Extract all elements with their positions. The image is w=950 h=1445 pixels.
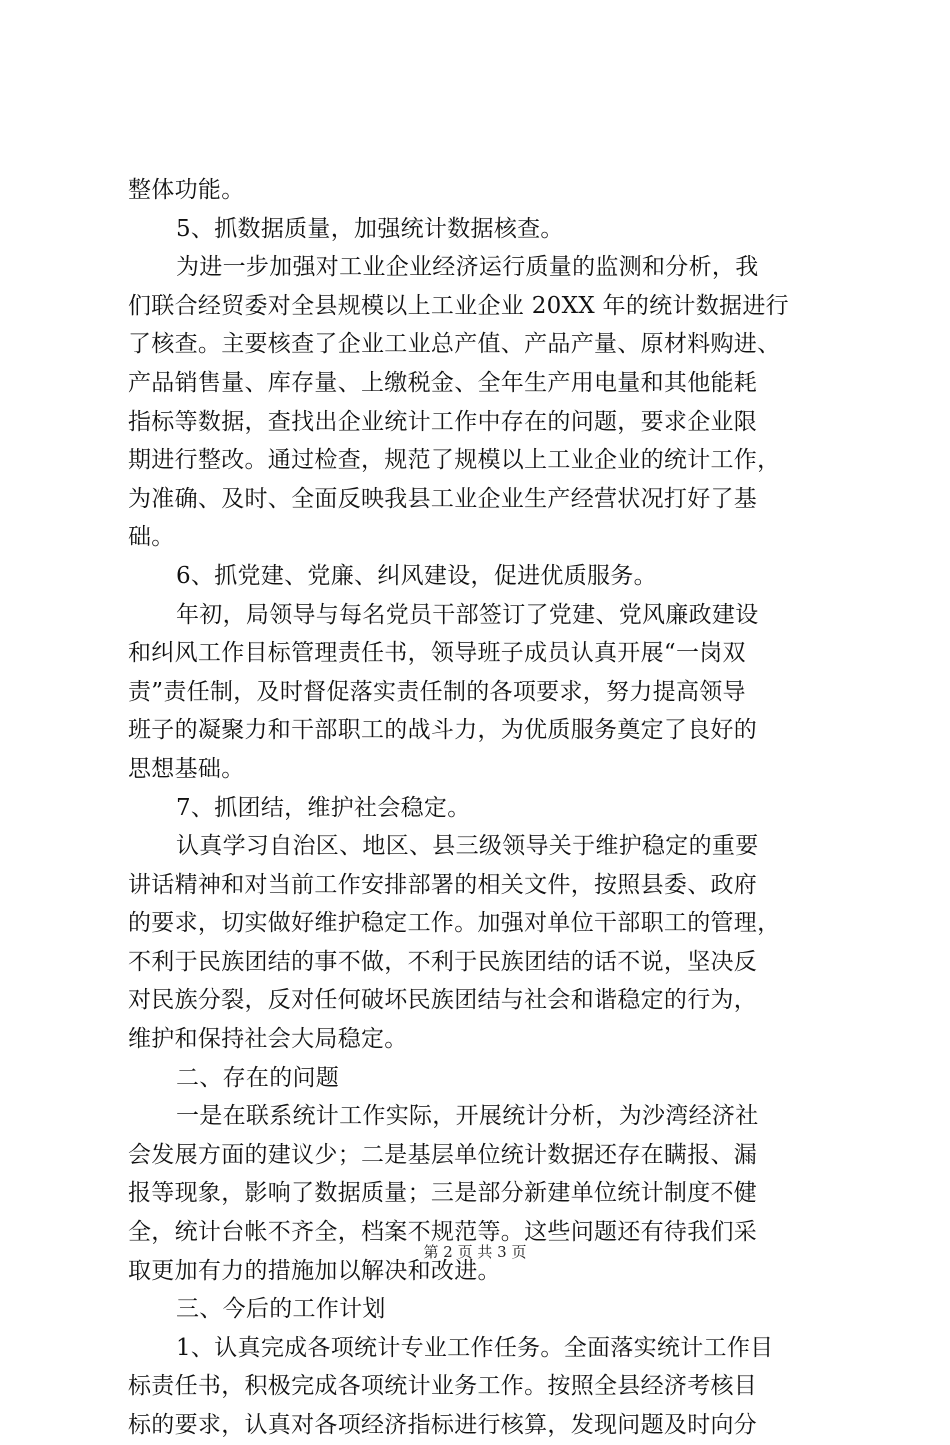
text-line: 讲话精神和对当前工作安排部署的相关文件，按照县委、政府 (128, 871, 758, 898)
text-line: 础。 (128, 524, 175, 551)
text-line: 为进一步加强对工业企业经济运行质量的监测和分析，我 (176, 254, 759, 281)
text-line: 的要求，切实做好维护稳定工作。加强对单位干部职工的管理， (128, 910, 781, 937)
text-line: 全，统计台帐不齐全，档案不规范等。这些问题还有待我们采 (128, 1219, 758, 1246)
text-line: 思想基础。 (128, 755, 245, 782)
text-line: 和纠风工作目标管理责任书，领导班子成员认真开展“一岗双 (128, 640, 746, 667)
text-line: 会发展方面的建议少；二是基层单位统计数据还存在瞒报、漏 (128, 1141, 758, 1168)
text-line: 标责任书，积极完成各项统计业务工作。按照全县经济考核目 (128, 1373, 758, 1400)
text-line: 三、今后的工作计划 (176, 1296, 386, 1323)
text-line: 7、抓团结，维护社会稳定。 (176, 794, 471, 821)
text-line: 标的要求，认真对各项经济指标进行核算，发现问题及时向分 (128, 1412, 758, 1438)
text-line: 5、抓数据质量，加强统计数据核查。 (176, 215, 564, 242)
text-line: 认真学习自治区、地区、县三级领导关于维护稳定的重要 (176, 833, 759, 860)
text-line: 不利于民族团结的事不做，不利于民族团结的话不说，坚决反 (128, 948, 758, 975)
text-line: 整体功能。 (128, 177, 245, 203)
text-line: 产品销售量、库存量、上缴税金、全年生产用电量和其他能耗 (128, 369, 758, 396)
text-line: 们联合经贸委对全县规模以上工业企业 20XX 年的统计数据进行 (128, 292, 789, 319)
text-line: 一是在联系统计工作实际，开展统计分析，为沙湾经济社 (176, 1103, 759, 1130)
page-footer: 第 2 页 共 3 页 (423, 1243, 527, 1261)
text-line: 维护和保持社会大局稳定。 (128, 1026, 408, 1053)
text-line: 对民族分裂，反对任何破坏民族团结与社会和谐稳定的行为， (128, 987, 758, 1014)
text-line: 二、存在的问题 (176, 1064, 340, 1091)
text-line: 报等现象，影响了数据质量；三是部分新建单位统计制度不健 (128, 1180, 758, 1207)
text-line: 期进行整改。通过检查，规范了规模以上工业企业的统计工作， (128, 447, 781, 474)
text-line: 指标等数据，查找出企业统计工作中存在的问题，要求企业限 (128, 408, 758, 435)
text-line: 6、抓党建、党廉、纠风建设，促进优质服务。 (176, 562, 657, 589)
text-line: 责”责任制，及时督促落实责任制的各项要求，努力提高领导 (128, 678, 746, 705)
text-line: 年初，局领导与每名党员干部签订了党建、党风廉政建设 (176, 601, 759, 628)
text-line: 为准确、及时、全面反映我县工业企业生产经营状况打好了基 (128, 485, 758, 512)
text-line: 1、认真完成各项统计专业工作任务。全面落实统计工作目 (176, 1334, 774, 1361)
text-line: 取更加有力的措施加以解决和改进。 (128, 1257, 501, 1284)
text-line: 了核查。主要核查了企业工业总产值、产品产量、原材料购进、 (128, 331, 781, 358)
text-line: 班子的凝聚力和干部职工的战斗力，为优质服务奠定了良好的 (128, 717, 758, 744)
